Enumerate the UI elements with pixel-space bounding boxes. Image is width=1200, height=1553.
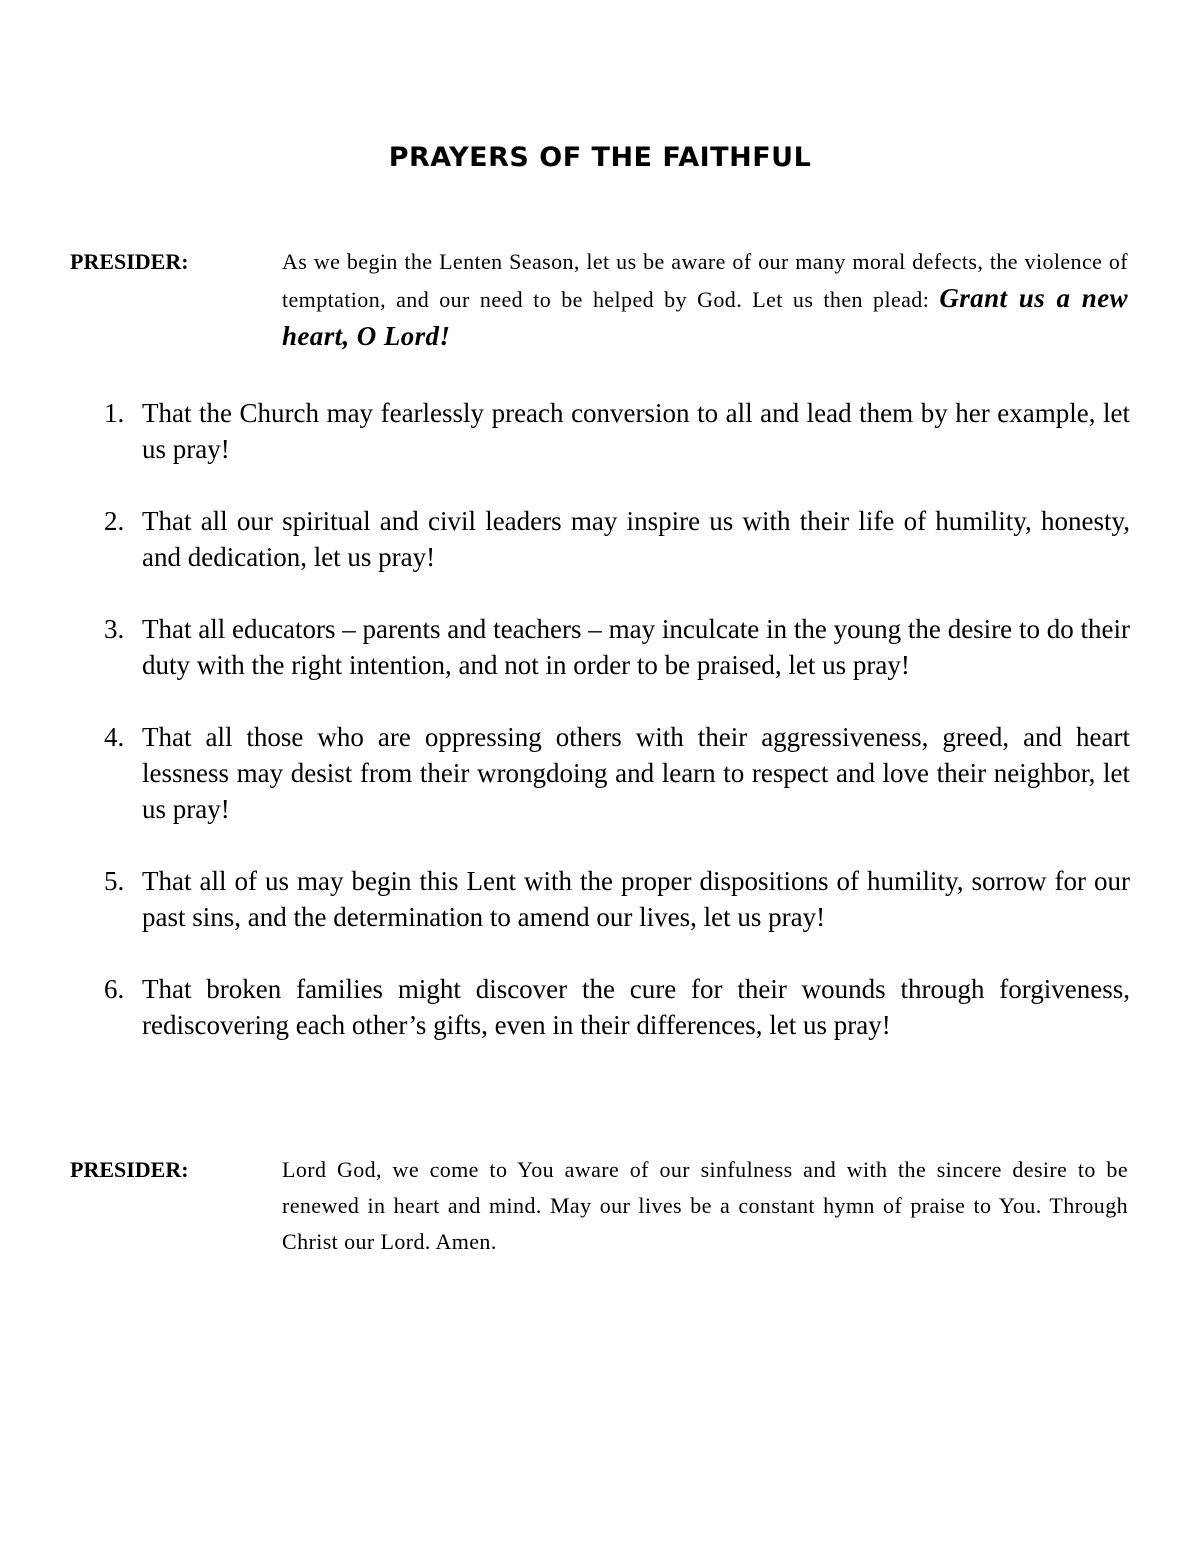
intention-text: That all our spiritual and civil leaders may inspire us with their life of humility, honesty, and dedication, let us pray! [142,506,1130,572]
closing-prayer-text: Lord God, we come to You aware of our sinfulness and with the sincere desire to be renewed in heart and mind. May our lives be a constant hymn of praise to You. Through Christ our Lord. Amen. [282,1157,1128,1254]
opening-presider-label: PRESIDER: [70,249,189,274]
intention-number: 2. [104,506,125,536]
intention-text: That broken families might discover the cure for their wounds through forgiveness, rediscovering each other’s gifts, even in their differences, let us pray! [142,974,1130,1040]
intention-item [100,395,1130,467]
intention-text: That all educators – parents and teachers – may inculcate in the young the desire to do their duty with the right intention, and not in order to be praised, let us pray! [142,614,1130,680]
intention-item [100,719,1130,827]
closing-presider-label: PRESIDER: [70,1157,189,1182]
intention-item [100,863,1130,935]
intention-number: 1. [104,398,125,428]
intention-item [100,503,1130,575]
intention-number: 5. [104,866,125,896]
intention-number: 6. [104,974,125,1004]
response-refrain: Grant us a new heart, O Lord! [282,283,1129,351]
intentions-list [100,395,1130,1079]
intention-item [100,611,1130,683]
intention-item [100,971,1130,1043]
intention-text: That the Church may fearlessly preach conversion to all and lead them by her example, let us pray! [142,398,1130,464]
intention-number: 3. [104,614,125,644]
opening-prayer-text [282,244,1128,356]
intention-number: 4. [104,722,125,752]
intention-text: That all those who are oppressing others with their aggressiveness, greed, and heart lessness may desist from their wrongdoing and learn to respect and love their neighbor, let us pray! [142,722,1130,824]
page-title: PRAYERS OF THE FAITHFUL [388,142,812,173]
intention-text: That all of us may begin this Lent with the proper dispositions of humility, sorrow for our past sins, and the determination to amend our lives, let us pray! [142,866,1130,932]
opening-prayer-body: As we begin the Lenten Season, let us be aware of our many moral defects, the violence of temptation, and our need to be helped by God. Let us then plead: [282,249,1128,312]
